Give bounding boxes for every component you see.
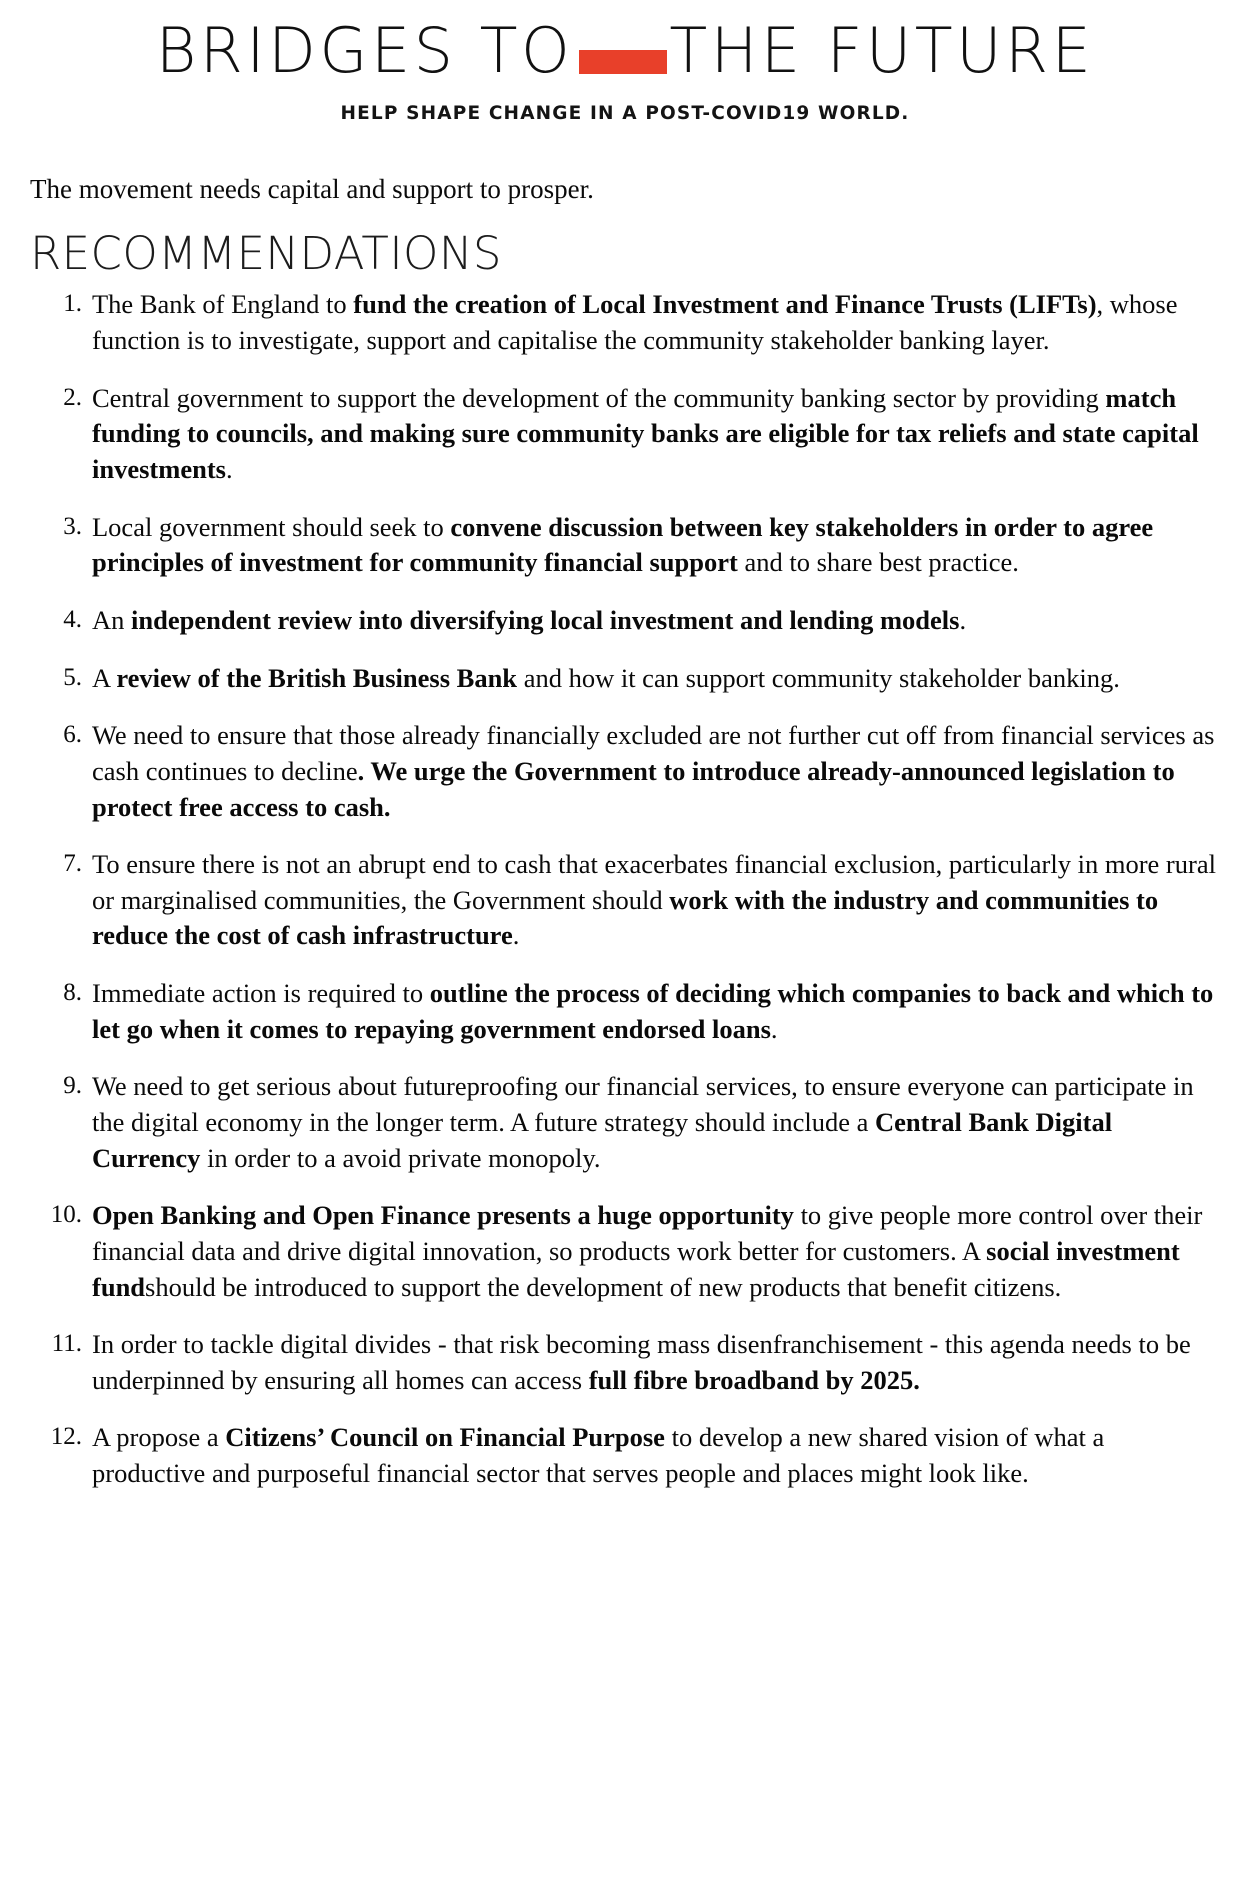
plain-run: We need to get serious about futureproofing our financial services, to ensure everyone can participate in the digital economy in the longer term. A future strategy should include a: [92, 1071, 1194, 1137]
recommendation-item: [30, 510, 1224, 581]
plain-run: The Bank of England to: [92, 289, 354, 320]
emphasis-run: independent review into diversifying local investment and lending models: [131, 604, 960, 635]
emphasis-run: convene discussion between key stakeholders in order to agree principles of investment for community financial support: [92, 511, 1154, 578]
plain-run: .: [959, 604, 967, 635]
recommendation-item: [30, 381, 1224, 488]
emphasis-run: fund the creation of Local Investment and Finance Trusts (LIFTs): [353, 289, 1097, 320]
emphasis-run: work with the industry and communities to reduce the cost of cash infrastructure: [92, 884, 1159, 951]
emphasis-run: match funding to councils, and making sure community banks are eligible for tax reliefs and state capital investments: [92, 382, 1199, 485]
plain-run: should be introduced to support the development of new products that benefit citizens.: [145, 1271, 1062, 1302]
recommendation-item: [30, 661, 1224, 697]
plain-run: .: [770, 1013, 778, 1044]
masthead: [0, 0, 1250, 124]
emphasis-run: social investment fund: [92, 1235, 1180, 1302]
recommendation-item: [30, 718, 1224, 825]
plain-run: We need to ensure that those already financially excluded are not further cut off from financial services as cash continues to decline: [92, 720, 1215, 786]
recommendation-text: [92, 1198, 1224, 1305]
page-title: RECOMMENDATIONS: [30, 226, 502, 280]
plain-run: and how it can support community stakeholder banking.: [517, 662, 1120, 693]
plain-run: In order to tackle digital divides - that risk becoming mass disenfranchisement - this agenda needs to be underpinned by ensuring all homes can access: [92, 1329, 1191, 1395]
plain-run: To ensure there is not an abrupt end to cash that exacerbates financial exclusion, particularly in more rural or marginalised communities, the Government should: [92, 849, 1216, 915]
recommendation-item: [30, 603, 1224, 639]
emphasis-run: . We urge the Government to introduce already-announced legislation to protect free access to cash.: [92, 755, 1175, 822]
recommendation-text: [92, 510, 1224, 581]
recommendation-text: [92, 1420, 1224, 1491]
recommendation-text: [92, 603, 1224, 639]
emphasis-run: Citizens’ Council on Financial Purpose: [225, 1422, 665, 1453]
recommendation-text: [92, 661, 1224, 697]
plain-run: A: [92, 662, 117, 693]
recommendation-text: [92, 976, 1224, 1047]
plain-run: Central government to support the development of the community banking sector by providing: [92, 382, 1106, 413]
recommendation-text: [92, 287, 1224, 358]
logo-text-right: THE FUTURE: [669, 14, 1095, 87]
recommendation-item: [30, 1420, 1224, 1491]
plain-run: .: [225, 454, 233, 485]
recommendation-item: [30, 1327, 1224, 1398]
site-tagline: HELP SHAPE CHANGE IN A POST-COVID19 WORLD.: [340, 103, 910, 125]
recommendations-list: [30, 287, 1224, 1491]
emphasis-run: Open Banking and Open Finance presents a huge opportunity: [92, 1200, 794, 1231]
plain-run: A propose a: [92, 1422, 226, 1453]
recommendation-item: [30, 976, 1224, 1047]
plain-run: to develop a new shared vision of what a productive and purposeful financial sector that serves people and places might look like.: [92, 1422, 1105, 1489]
intro-paragraph: The movement needs capital and support to prosper.: [30, 174, 594, 205]
logo-red-dash-icon: [579, 50, 667, 74]
recommendation-item: [30, 847, 1224, 954]
plain-run: in order to a avoid private monopoly.: [200, 1142, 601, 1173]
recommendation-text: [92, 847, 1224, 954]
recommendation-text: [92, 1327, 1224, 1398]
plain-run: .: [512, 920, 520, 951]
recommendation-text: [92, 381, 1224, 488]
emphasis-run: full fibre broadband by 2025.: [588, 1364, 920, 1395]
emphasis-run: review of the British Business Bank: [116, 662, 518, 693]
plain-run: Local government should seek to: [92, 511, 451, 542]
plain-run: to give people more control over their financial data and drive digital innovation, so products work better for customers. A: [92, 1200, 1203, 1266]
recommendation-item: [30, 1198, 1224, 1305]
logo-text-left: BRIDGES TO: [155, 14, 574, 87]
plain-run: Immediate action is required to: [92, 978, 430, 1009]
plain-run: , whose function is to investigate, support and capitalise the community stakeholder banking layer.: [92, 289, 1178, 356]
document-content: [0, 172, 1250, 1492]
emphasis-run: outline the process of deciding which companies to back and which to let go when it comes to repaying government endorsed loans: [92, 978, 1214, 1044]
recommendation-text: [92, 1069, 1224, 1176]
recommendation-text: [92, 718, 1224, 825]
recommendation-item: [30, 1069, 1224, 1176]
site-logo: [0, 14, 1250, 87]
recommendation-item: [30, 287, 1224, 358]
plain-run: and to share best practice.: [737, 547, 1019, 578]
plain-run: An: [92, 604, 132, 635]
emphasis-run: Central Bank Digital Currency: [92, 1107, 1113, 1173]
